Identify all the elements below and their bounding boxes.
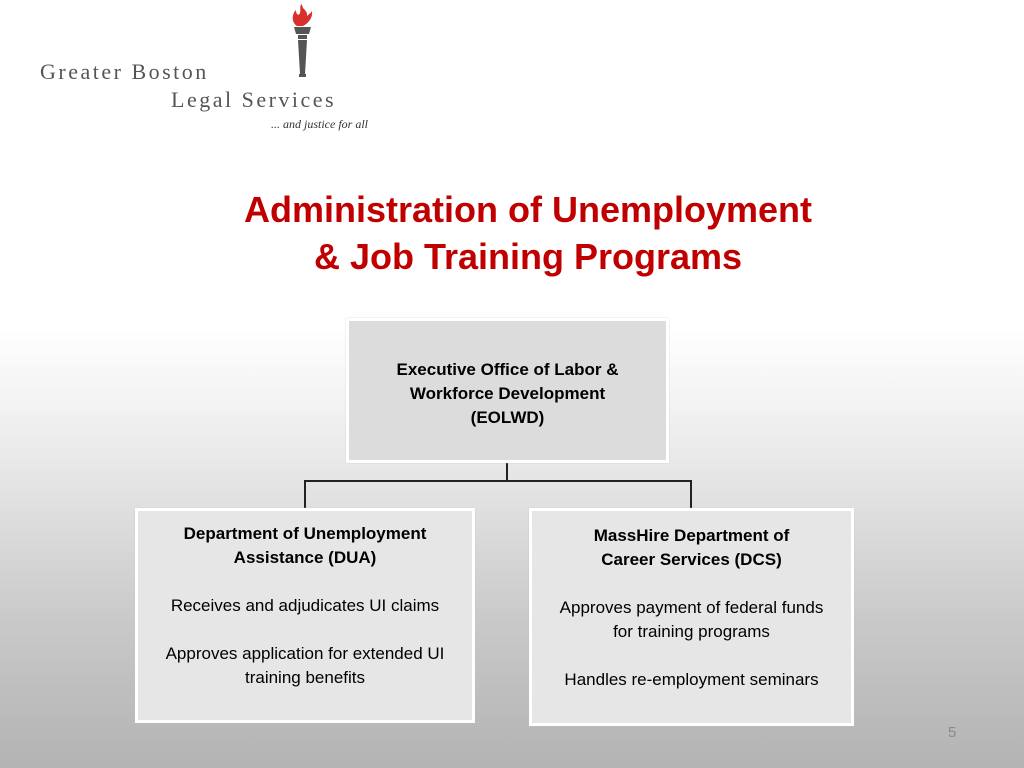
slide-title-line1: Administration of Unemployment bbox=[243, 189, 813, 230]
logo-org-name-line1: Greater Boston bbox=[40, 59, 209, 84]
org-node-eolwd-name-line: Workforce Development bbox=[409, 384, 606, 403]
org-node-dua-responsibility bbox=[138, 594, 472, 618]
org-node-eolwd-name-line: (EOLWD) bbox=[470, 408, 545, 427]
responsibility-line: Approves payment of federal funds bbox=[559, 598, 824, 617]
org-node-dua bbox=[135, 508, 475, 723]
logo-tagline: ... and justice for all bbox=[271, 117, 368, 131]
org-node-dcs-name-line: MassHire Department of bbox=[593, 526, 790, 545]
org-node-dua-name-line: Department of Unemployment bbox=[183, 524, 427, 543]
org-node-eolwd bbox=[346, 318, 669, 463]
responsibility-line: Handles re-employment seminars bbox=[564, 670, 819, 689]
page-number: 5 bbox=[948, 724, 957, 741]
slide-title-line2: & Job Training Programs bbox=[313, 236, 743, 277]
responsibility-line: Approves application for extended UI bbox=[165, 644, 445, 663]
responsibility-line: training benefits bbox=[244, 668, 366, 687]
logo-org-name-line2: Legal Services bbox=[171, 87, 337, 112]
org-node-dcs-name-line: Career Services (DCS) bbox=[601, 550, 782, 569]
org-node-eolwd-name-line: Executive Office of Labor & bbox=[396, 360, 619, 379]
org-node-dcs-responsibility bbox=[532, 596, 851, 644]
org-node-dcs-responsibility bbox=[532, 668, 851, 692]
org-node-dua-responsibility bbox=[138, 642, 472, 690]
org-node-dua-name-line: Assistance (DUA) bbox=[233, 548, 377, 567]
responsibility-line: for training programs bbox=[613, 622, 770, 641]
org-node-dcs bbox=[529, 508, 854, 726]
responsibility-line: Receives and adjudicates UI claims bbox=[170, 596, 440, 615]
